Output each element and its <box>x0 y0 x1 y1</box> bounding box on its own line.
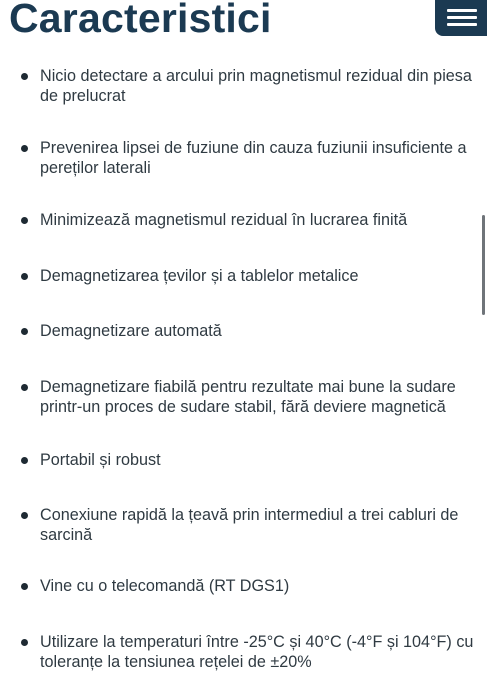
page-title: Caracteristici <box>9 0 272 41</box>
bullet-icon <box>21 457 28 464</box>
feature-text: Prevenirea lipsei de fuziune din cauza fuziunii insuficiente a pereților laterali <box>40 139 467 177</box>
feature-text: Vine cu o telecomandă (RT DGS1) <box>40 577 290 595</box>
feature-text: Nicio detectare a arcului prin magnetismul rezidual din piesa de prelucrat <box>40 67 472 105</box>
bullet-icon <box>21 512 28 519</box>
feature-text: Utilizare la temperaturi între -25°C și 40°C (-4°F și 104°F) cu toleranțe la tensiunea rețelei de ±20% <box>40 633 474 671</box>
bullet-icon <box>21 639 28 646</box>
menu-button[interactable] <box>435 0 487 36</box>
bullet-icon <box>21 73 28 80</box>
bullet-icon <box>21 384 28 391</box>
feature-text: Minimizează magnetismul rezidual în lucrarea finită <box>40 211 408 229</box>
scrollbar[interactable] <box>482 215 485 315</box>
feature-text: Demagnetizarea țevilor și a tablelor metalice <box>40 267 359 285</box>
bullet-icon <box>21 273 28 280</box>
bullet-icon <box>21 583 28 590</box>
bullet-icon <box>21 328 28 335</box>
feature-text: Conexiune rapidă la țeavă prin intermediul a trei cabluri de sarcină <box>40 506 459 544</box>
bullet-icon <box>21 145 28 152</box>
feature-text: Demagnetizare automată <box>40 322 222 340</box>
bullet-icon <box>21 217 28 224</box>
feature-text: Demagnetizare fiabilă pentru rezultate mai bune la sudare printr-un proces de sudare stabil, fără deviere magnetică <box>40 378 456 416</box>
feature-text: Portabil și robust <box>40 451 161 469</box>
